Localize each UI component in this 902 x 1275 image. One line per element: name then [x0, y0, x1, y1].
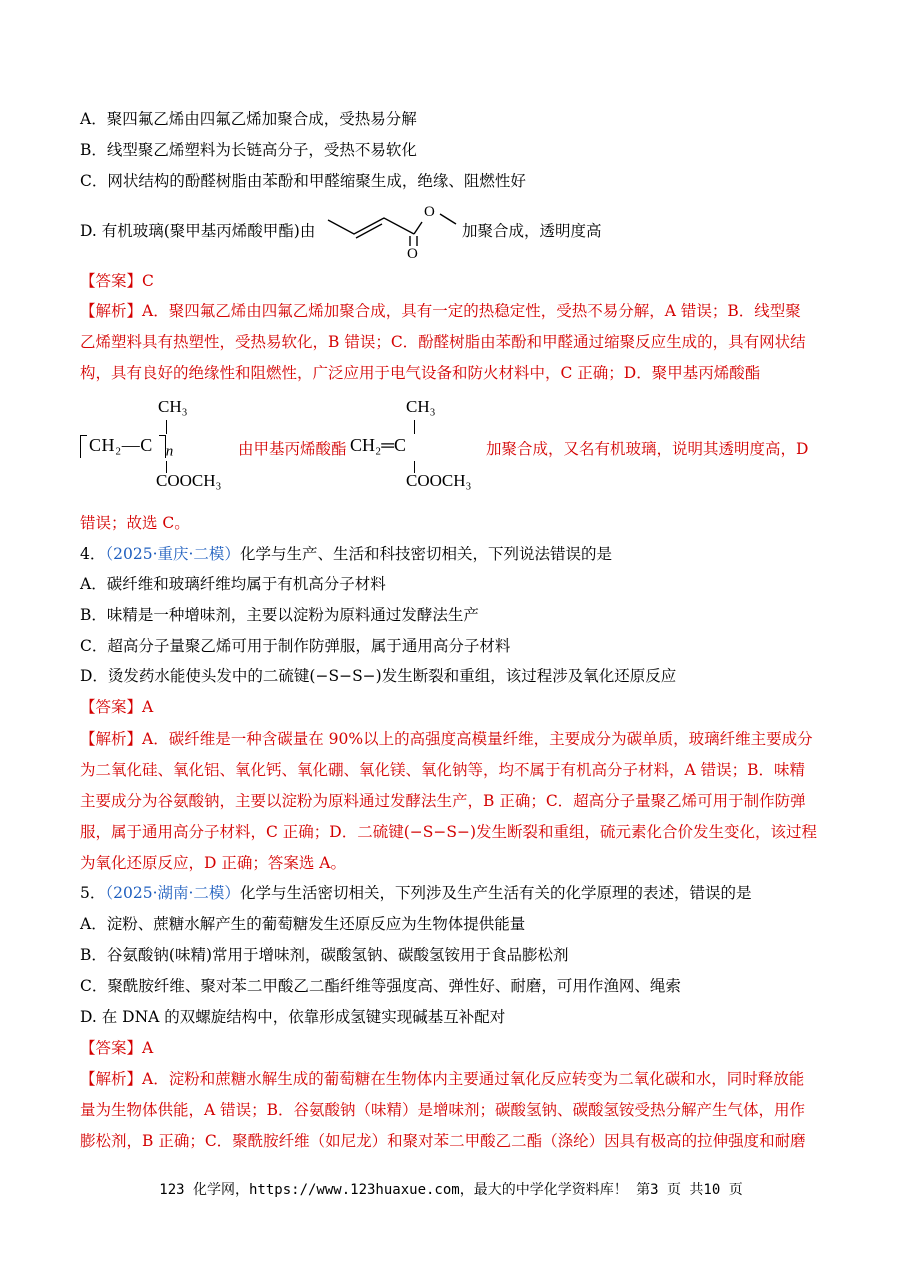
- q3-explanation-line1: 【解析】A．聚四氟乙烯由四氟乙烯加聚合成，具有一定的热稳定性，受热不易分解，A 错误；B．线型聚: [80, 302, 801, 320]
- q5-number: 5．: [80, 884, 106, 902]
- q3-option-d-prefix: D. 有机玻璃(聚甲基丙烯酸甲酯)由: [80, 222, 316, 240]
- pmma-polymer-structure: [80, 395, 240, 505]
- q4-explanation-line1: 【解析】A．碳纤维是一种含碳量在 90%以上的高强度高模量纤维，主要成分为碳单质，玻璃纤维主要成分: [80, 730, 813, 748]
- q4-option-c: C．超高分子量聚乙烯可用于制作防弹服，属于通用高分子材料: [80, 637, 511, 655]
- page-footer: 123 化学网，https://www.123huaxue.com，最大的中学化学资料库！ 第3 页 共10 页: [159, 1182, 743, 1198]
- q3-answer: 【答案】C: [80, 272, 154, 290]
- q3-option-a: A．聚四氟乙烯由四氟乙烯加聚合成，受热易分解: [80, 110, 417, 128]
- polymer-cooch3-label: COOCH₃: [156, 471, 222, 490]
- q5-stem: [80, 882, 751, 904]
- oxygen-label-ester: O: [424, 204, 435, 220]
- q4-stem-text: 化学与生产、生活和科技密切相关，下列说法错误的是: [239, 545, 612, 563]
- q4-option-b: B．味精是一种增味剂，主要以淀粉为原料通过发酵法生产: [80, 606, 479, 624]
- q4-explanation-line2: 为二氧化硅、氧化铝、氧化钙、氧化硼、氧化镁、氧化钠等，均不属于有机高分子材料，A 错误；B．味精: [80, 761, 806, 779]
- q3-option-c: C．网状结构的酚醛树脂由苯酚和甲醛缩聚生成，绝缘、阻燃性好: [80, 172, 526, 190]
- q5-answer: 【答案】A: [80, 1039, 154, 1057]
- q4-explanation-line4: 服，属于通用高分子材料，C 正确；D．二硫键(−S−S−)发生断裂和重组，硫元素化合价发生变化，该过程: [80, 823, 818, 841]
- q3-option-b: B．线型聚乙烯塑料为长链高分子，受热不易软化: [80, 141, 417, 159]
- q4-source: （2025·重庆·二模）: [105, 545, 240, 563]
- q4-explanation-line3: 主要成分为谷氨酸钠，主要以淀粉为原料通过发酵法生产，B 正确；C．超高分子量聚乙烯可用于制作防弹: [80, 792, 806, 810]
- monomer-cooch3-label: COOCH₃: [406, 471, 472, 490]
- polymer-main-chain: CH₂—C: [89, 435, 153, 455]
- q3-explanation-line3: 构，具有良好的绝缘性和阻燃性，广泛应用于电气设备和防火材料中，C 正确；D．聚甲基丙烯酸酯: [80, 364, 761, 382]
- methyl-methacrylate-structure: [350, 395, 490, 505]
- q4-stem: [80, 543, 612, 565]
- q4-option-a: A．碳纤维和玻璃纤维均属于有机高分子材料: [80, 575, 386, 593]
- q5-option-a: A．淀粉、蔗糖水解产生的葡萄糖发生还原反应为生物体提供能量: [80, 915, 526, 933]
- monomer-main: CH₂═C: [350, 435, 407, 455]
- monomer-ch3-label: CH₃: [406, 397, 436, 416]
- q4-number: 4．: [80, 545, 106, 563]
- q5-explanation-line1: 【解析】A．淀粉和蔗糖水解生成的葡萄糖在生物体内主要通过氧化反应转变为二氧化碳和水，同时释放能: [80, 1070, 805, 1088]
- q3-option-d-suffix: 加聚合成，透明度高: [462, 222, 602, 240]
- q3-explanation-line5: 错误；故选 C。: [80, 514, 190, 532]
- q4-answer: 【答案】A: [80, 698, 154, 716]
- q3-explanation-tail: 加聚合成，又名有机玻璃，说明其透明度高，D: [486, 440, 809, 458]
- q5-explanation-line3: 膨松剂，B 正确；C．聚酰胺纤维（如尼龙）和聚对苯二甲酸乙二酯（涤纶）因具有极高的拉伸强度和耐磨: [80, 1132, 806, 1150]
- polymer-backbone: [80, 435, 174, 461]
- monomer-bond-top: [414, 420, 415, 434]
- polymer-bond-top: [166, 420, 167, 434]
- q5-source: （2025·湖南·二模）: [105, 884, 240, 902]
- q5-option-b: B．谷氨酸钠(味精)常用于增味剂，碳酸氢钠、碳酸氢铵用于食品膨松剂: [80, 946, 569, 964]
- q5-option-d: D. 在 DNA 的双螺旋结构中，依靠形成氢键实现碱基互补配对: [80, 1008, 506, 1026]
- oxygen-label-carbonyl: O: [407, 246, 418, 260]
- q3-explanation-line2: 乙烯塑料具有热塑性，受热易软化，B 错误；C．酚醛树脂由苯酚和甲醛通过缩聚反应生成的，具有网状结: [80, 333, 806, 351]
- q5-option-c: C．聚酰胺纤维、聚对苯二甲酸乙二酯纤维等强度高、弹性好、耐磨，可用作渔网、绳索: [80, 977, 681, 995]
- polymer-repeat-n: n: [165, 443, 174, 460]
- q4-option-d: D．烫发药水能使头发中的二硫键(−S−S−)发生断裂和重组，该过程涉及氧化还原反应: [80, 667, 677, 685]
- q5-explanation-line2: 量为生物体供能，A 错误；B．谷氨酸钠（味精）是增味剂；碳酸氢钠、碳酸氢铵受热分解产生气体，用作: [80, 1101, 806, 1119]
- q3-explanation-mid: 由甲基丙烯酸酯: [238, 440, 347, 458]
- methyl-crotonate-structure: [322, 198, 462, 260]
- q5-stem-text: 化学与生活密切相关，下列涉及生产生活有关的化学原理的表述，错误的是: [239, 884, 752, 902]
- polymer-ch3-label: CH₃: [158, 397, 188, 416]
- q4-explanation-line5: 为氧化还原反应，D 正确；答案选 A。: [80, 854, 346, 872]
